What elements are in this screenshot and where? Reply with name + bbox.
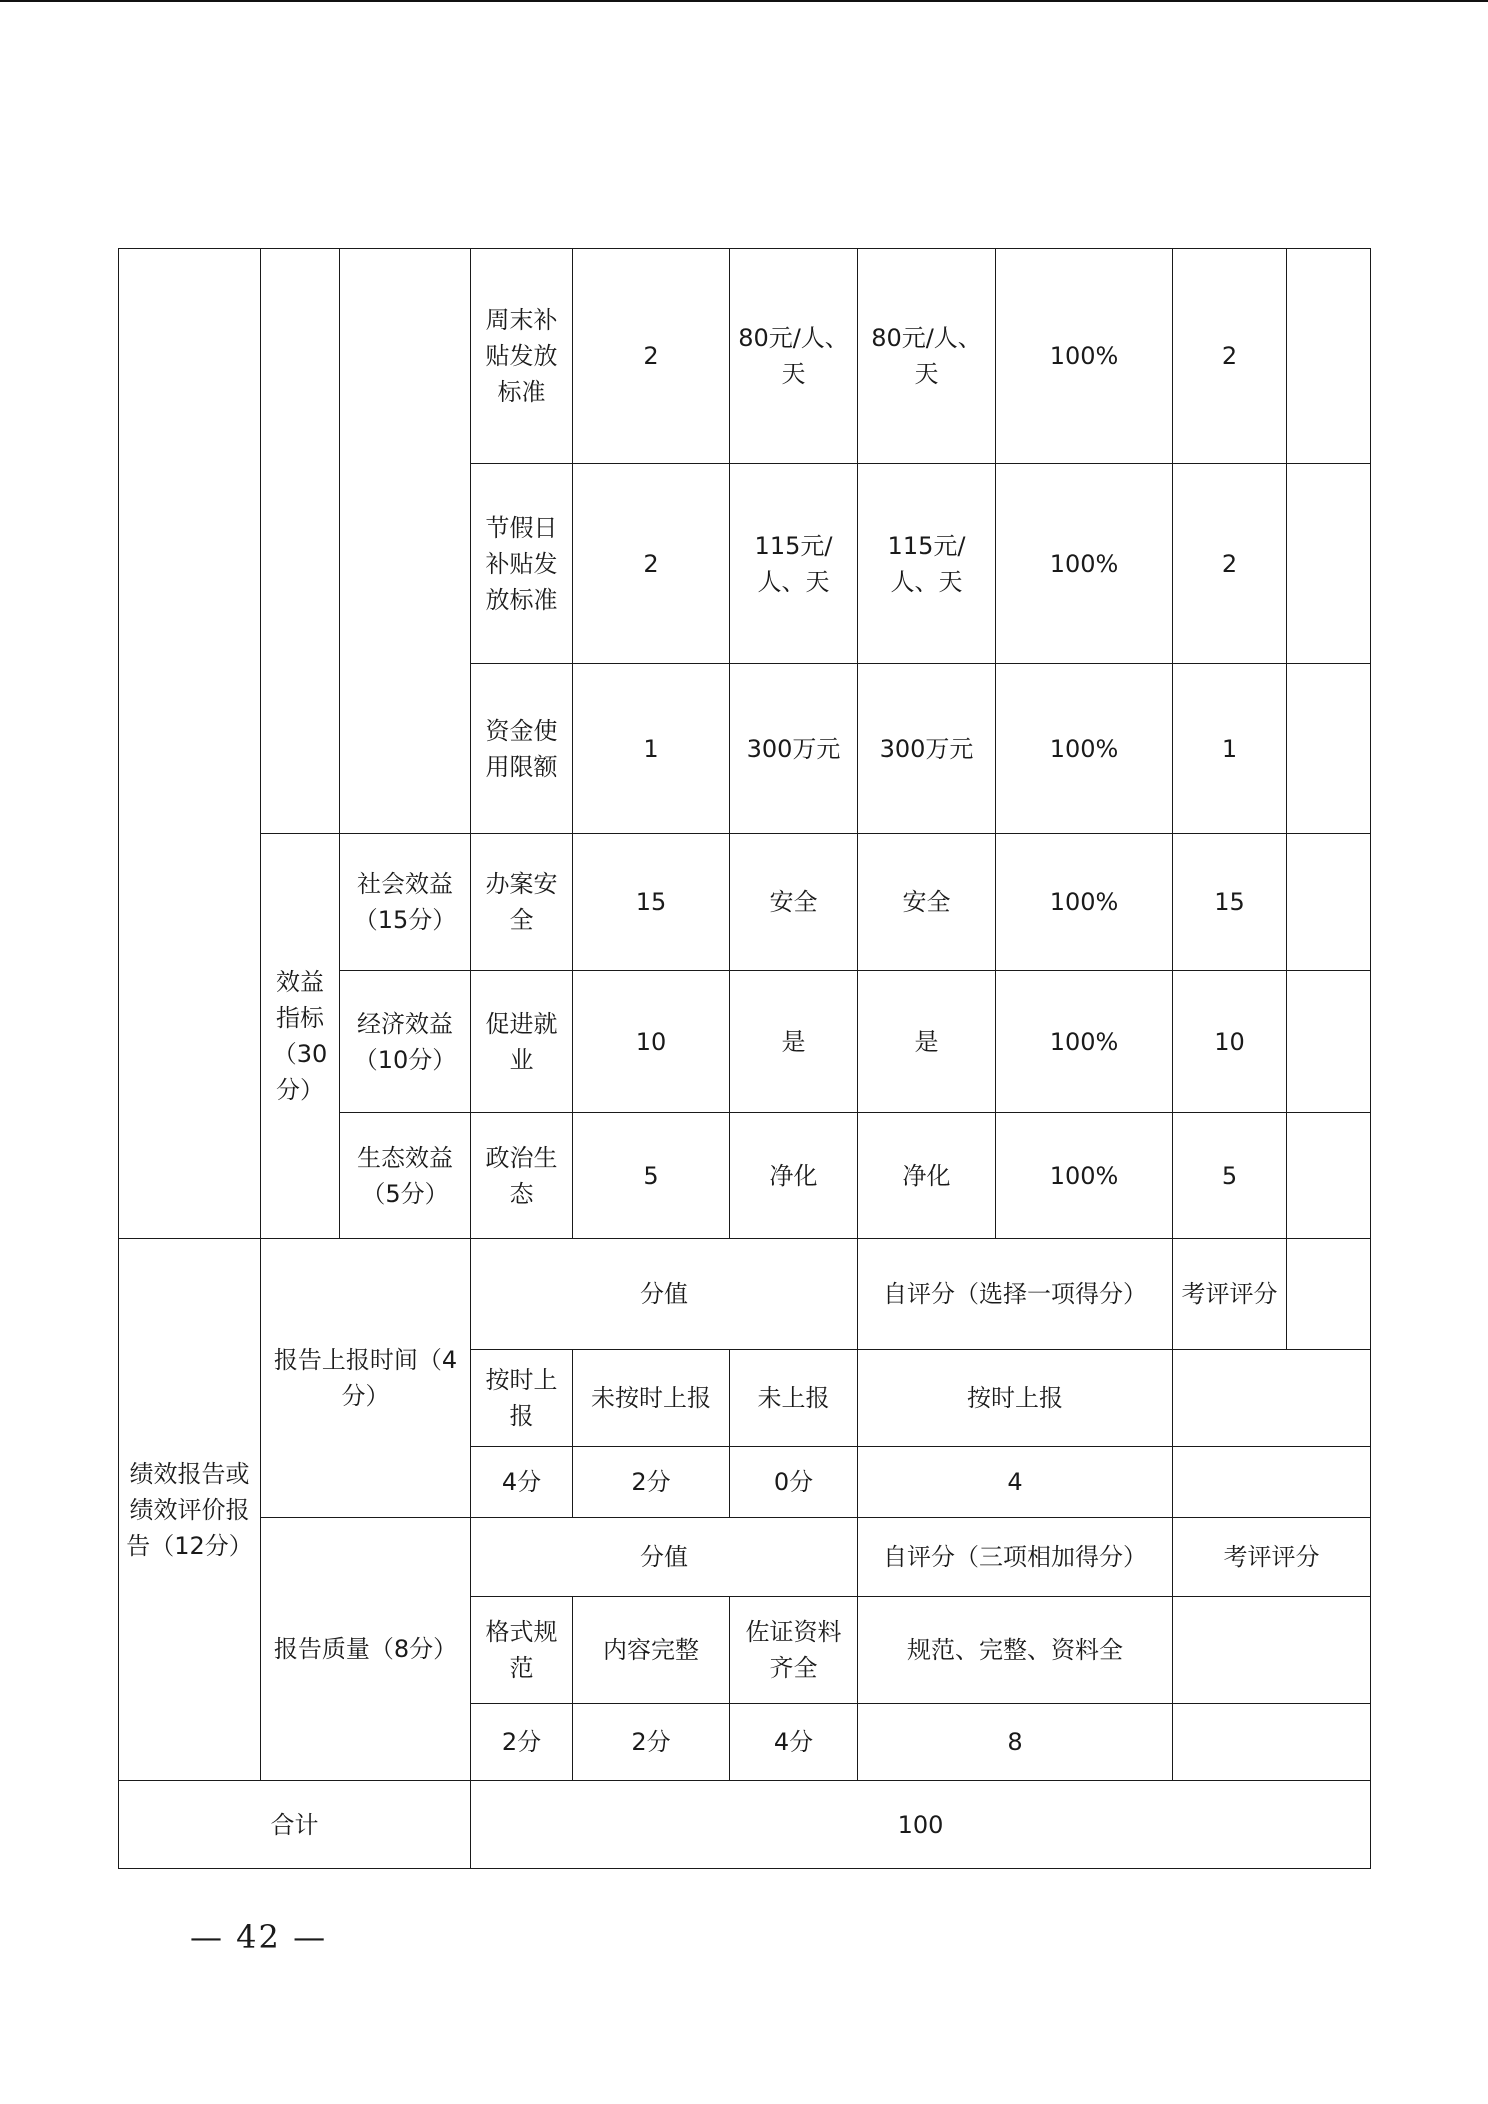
indicator-name: 办案安全 bbox=[471, 834, 573, 971]
annual-target: 115元/人、天 bbox=[730, 464, 858, 664]
remark-cell bbox=[1287, 664, 1371, 834]
annual-target: 80元/人、天 bbox=[730, 249, 858, 464]
indicator-weight: 2 bbox=[573, 249, 730, 464]
self-score-header: 自评分（选择一项得分） bbox=[858, 1239, 1173, 1350]
annual-target: 是 bbox=[730, 971, 858, 1113]
indicator-score: 15 bbox=[1173, 834, 1287, 971]
review-score-header: 考评评分 bbox=[1173, 1518, 1371, 1597]
remark-cell bbox=[1287, 249, 1371, 464]
table-row bbox=[119, 834, 1371, 971]
page-number: — 42 — bbox=[190, 1918, 328, 1956]
indicator-name: 政治生态 bbox=[471, 1113, 573, 1239]
completion-rate: 100% bbox=[996, 1113, 1173, 1239]
review-score-cell bbox=[1173, 1447, 1371, 1518]
review-score-cell bbox=[1173, 1350, 1371, 1447]
completion-rate: 100% bbox=[996, 834, 1173, 971]
option-score: 0分 bbox=[730, 1447, 858, 1518]
actual-value: 是 bbox=[858, 971, 996, 1113]
performance-evaluation-table bbox=[118, 248, 1371, 1869]
indicator-weight: 10 bbox=[573, 971, 730, 1113]
table-row bbox=[119, 1781, 1371, 1869]
actual-value: 300万元 bbox=[858, 664, 996, 834]
page-top-border bbox=[0, 0, 1488, 2]
actual-value: 80元/人、天 bbox=[858, 249, 996, 464]
remark-cell bbox=[1287, 834, 1371, 971]
annual-target: 安全 bbox=[730, 834, 858, 971]
value-header: 分值 bbox=[471, 1518, 858, 1597]
self-score-choice: 按时上报 bbox=[858, 1350, 1173, 1447]
self-score-header: 自评分（三项相加得分） bbox=[858, 1518, 1173, 1597]
indicator-name: 周末补贴发放标准 bbox=[471, 249, 573, 464]
option-label: 格式规范 bbox=[471, 1597, 573, 1704]
option-label: 未上报 bbox=[730, 1350, 858, 1447]
value-header: 分值 bbox=[471, 1239, 858, 1350]
option-label: 佐证资料齐全 bbox=[730, 1597, 858, 1704]
remark-cell bbox=[1287, 464, 1371, 664]
self-score-value: 8 bbox=[858, 1704, 1173, 1781]
actual-value: 安全 bbox=[858, 834, 996, 971]
completion-rate: 100% bbox=[996, 464, 1173, 664]
indicator-weight: 5 bbox=[573, 1113, 730, 1239]
indicator-name: 资金使用限额 bbox=[471, 664, 573, 834]
table-row bbox=[119, 1518, 1371, 1597]
actual-value: 净化 bbox=[858, 1113, 996, 1239]
option-score: 4分 bbox=[471, 1447, 573, 1518]
report-group-label: 绩效报告或绩效评价报告（12分） bbox=[119, 1239, 261, 1781]
indicator-weight: 2 bbox=[573, 464, 730, 664]
table-row bbox=[119, 249, 1371, 464]
option-score: 2分 bbox=[471, 1704, 573, 1781]
indicator-score: 1 bbox=[1173, 664, 1287, 834]
completion-rate: 100% bbox=[996, 971, 1173, 1113]
report-quality-label: 报告质量（8分） bbox=[261, 1518, 471, 1781]
option-score: 4分 bbox=[730, 1704, 858, 1781]
third-level-indicator-cell bbox=[340, 249, 471, 834]
remark-cell bbox=[1287, 1113, 1371, 1239]
benefit-indicator-group: 效益指标（30分） bbox=[261, 834, 340, 1239]
report-timeliness-label: 报告上报时间（4分） bbox=[261, 1239, 471, 1518]
indicator-score: 5 bbox=[1173, 1113, 1287, 1239]
indicator-weight: 15 bbox=[573, 834, 730, 971]
annual-target: 300万元 bbox=[730, 664, 858, 834]
indicator-score: 10 bbox=[1173, 971, 1287, 1113]
option-label: 未按时上报 bbox=[573, 1350, 730, 1447]
annual-target: 净化 bbox=[730, 1113, 858, 1239]
benefit-category: 生态效益（5分） bbox=[340, 1113, 471, 1239]
indicator-name: 促进就业 bbox=[471, 971, 573, 1113]
option-label: 内容完整 bbox=[573, 1597, 730, 1704]
total-label: 合计 bbox=[119, 1781, 471, 1869]
first-level-indicator-cell bbox=[119, 249, 261, 1239]
total-value: 100 bbox=[471, 1781, 1371, 1869]
completion-rate: 100% bbox=[996, 249, 1173, 464]
self-score-value: 4 bbox=[858, 1447, 1173, 1518]
option-label: 按时上报 bbox=[471, 1350, 573, 1447]
indicator-name: 节假日补贴发放标准 bbox=[471, 464, 573, 664]
option-score: 2分 bbox=[573, 1447, 730, 1518]
indicator-score: 2 bbox=[1173, 464, 1287, 664]
benefit-category: 社会效益（15分） bbox=[340, 834, 471, 971]
benefit-category: 经济效益（10分） bbox=[340, 971, 471, 1113]
review-score-cell bbox=[1173, 1704, 1371, 1781]
indicator-score: 2 bbox=[1173, 249, 1287, 464]
second-level-indicator-cell bbox=[261, 249, 340, 834]
completion-rate: 100% bbox=[996, 664, 1173, 834]
self-score-choice: 规范、完整、资料全 bbox=[858, 1597, 1173, 1704]
indicator-weight: 1 bbox=[573, 664, 730, 834]
remark-cell bbox=[1287, 971, 1371, 1113]
table-row bbox=[119, 1239, 1371, 1350]
remark-cell bbox=[1287, 1239, 1371, 1350]
review-score-header: 考评评分 bbox=[1173, 1239, 1287, 1350]
option-score: 2分 bbox=[573, 1704, 730, 1781]
review-score-cell bbox=[1173, 1597, 1371, 1704]
actual-value: 115元/人、天 bbox=[858, 464, 996, 664]
